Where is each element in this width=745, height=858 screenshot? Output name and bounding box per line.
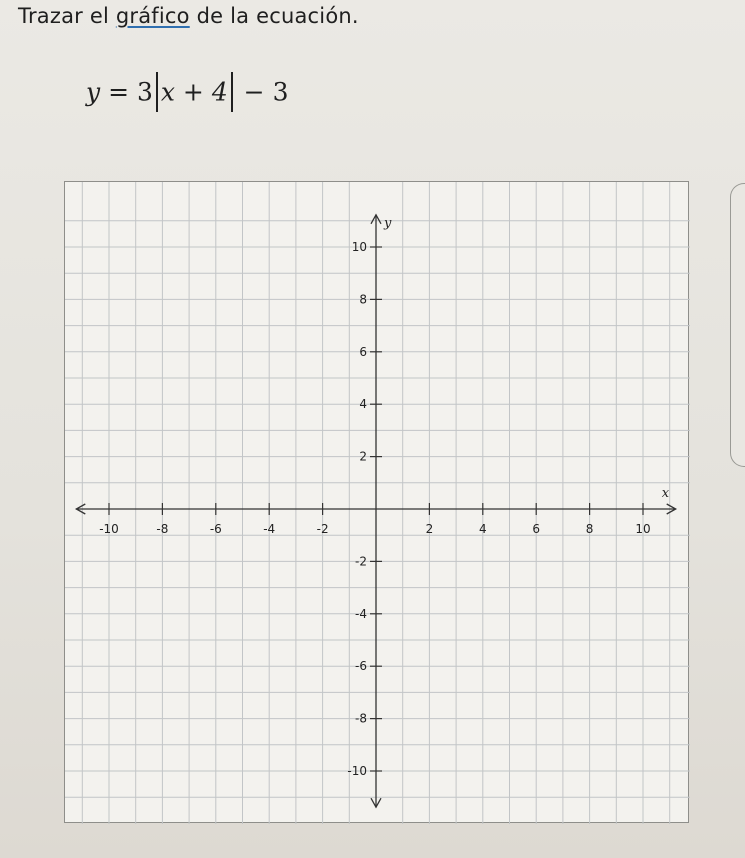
instruction-text: [18, 4, 359, 28]
y-tick-label: 10: [351, 240, 367, 254]
equation-abs-inside: x + 4: [160, 77, 228, 107]
y-tick-label: -4: [355, 606, 367, 621]
grafico-link[interactable]: gráfico: [115, 4, 190, 28]
x-tick-label: -8: [156, 522, 169, 536]
coordinate-plane[interactable]: [65, 182, 690, 824]
y-axis-label: y: [384, 215, 392, 231]
instruction-prefix: Trazar el: [18, 4, 116, 28]
y-tick-label: 8: [359, 292, 367, 307]
y-tick-label: 6: [359, 344, 367, 359]
x-tick-label: -4: [263, 522, 276, 536]
x-tick-label: -10: [99, 522, 119, 536]
x-axis-label: x: [661, 486, 670, 501]
equation-equals: = 3: [100, 77, 153, 107]
y-tick-label: 4: [359, 397, 367, 412]
y-tick-label: -8: [355, 711, 367, 726]
x-tick-label: -6: [209, 522, 222, 536]
abs-bar-right: [231, 72, 233, 112]
y-tick-label: -6: [355, 659, 367, 674]
y-tick-label: -10: [347, 764, 367, 778]
equation-lhs: y: [86, 77, 101, 107]
equation-tail: − 3: [235, 77, 289, 107]
x-tick-label: 2: [425, 522, 434, 536]
y-tick-label: 2: [359, 449, 367, 464]
instruction-suffix: de la ecuación.: [189, 4, 359, 28]
x-tick-label: 4: [478, 522, 487, 536]
equation: [86, 74, 288, 114]
abs-bar-left: [156, 72, 158, 112]
x-tick-label: 8: [585, 522, 594, 536]
x-tick-label: 6: [532, 522, 541, 536]
y-tick-label: -2: [355, 554, 367, 569]
side-panel-tab[interactable]: [730, 183, 745, 467]
x-tick-label: 10: [635, 522, 651, 536]
x-tick-label: -2: [316, 522, 329, 536]
graph-area[interactable]: [64, 181, 689, 823]
